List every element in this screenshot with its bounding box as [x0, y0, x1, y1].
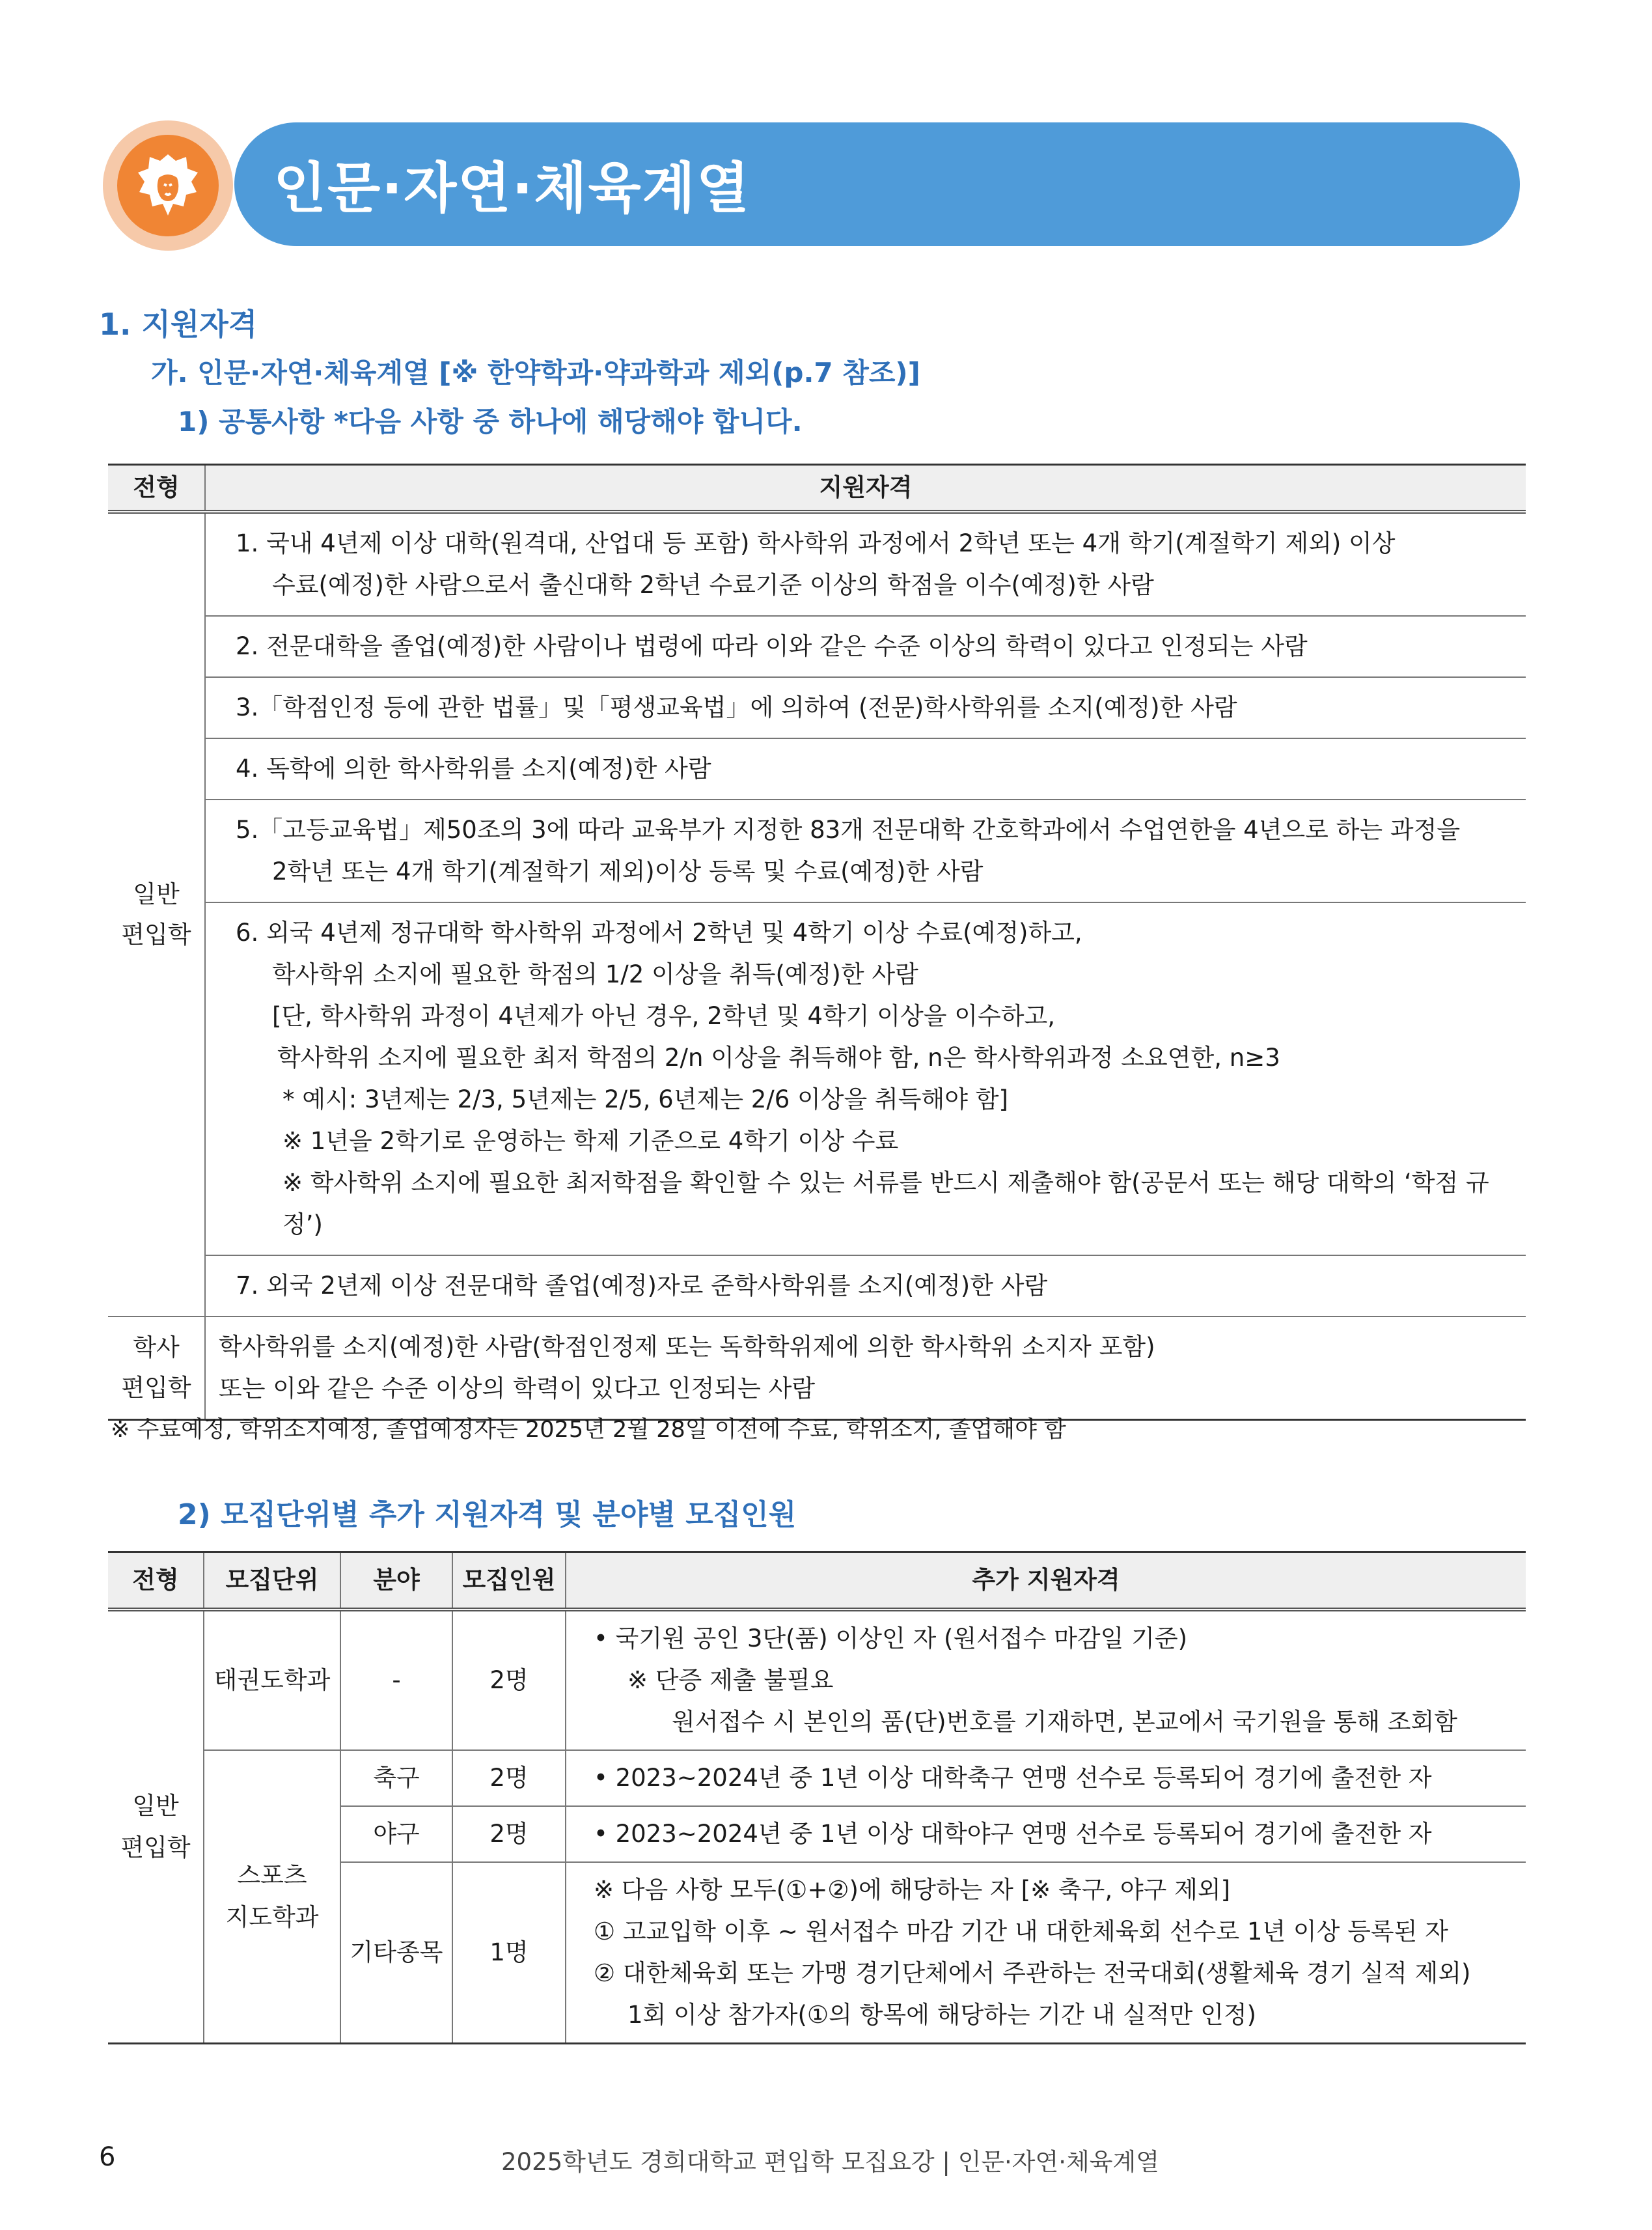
- count-soccer: 2명: [452, 1750, 566, 1806]
- field-other: 기타종목: [340, 1862, 452, 2044]
- page-title: 인문·자연·체육계열: [273, 156, 750, 220]
- table-row: [108, 616, 1526, 677]
- requirement-item-7: 7. 외국 2년제 이상 전문대학 졸업(예정)자로 준학사학위를 소지(예정)한 사람: [205, 1255, 1526, 1317]
- table-row: [108, 902, 1526, 1255]
- header-count: 모집인원: [452, 1552, 566, 1610]
- count-other: 1명: [452, 1862, 566, 2044]
- page-number: 6: [99, 2142, 116, 2172]
- header-eligibility: 지원자격: [205, 465, 1526, 512]
- section-heading-eligibility: 1. 지원자격: [99, 307, 258, 342]
- header-field: 분야: [340, 1552, 452, 1610]
- unit-sports-coaching: 스포츠 지도학과: [204, 1750, 340, 2044]
- requirement-item-5: 5.「고등교육법」제50조의 3에 따라 교육부가 지정한 83개 전문대학 간호학과에서 수업연한을 4년으로 하는 과정을 2학년 또는 4개 학기(계절학기 제외)이상 등록 및 수료(예정)한 사람: [205, 800, 1526, 902]
- count-taekwondo: 2명: [452, 1610, 566, 1750]
- type-general-transfer: 일반 편입학: [108, 1610, 204, 2044]
- req-baseball: • 2023~2024년 중 1년 이상 대학야구 연맹 선수로 등록되어 경기에 출전한 자: [566, 1806, 1526, 1862]
- field-baseball: 야구: [340, 1806, 452, 1862]
- subsection-heading: 가. 인문·자연·체육계열 [※ 한약학과·약과학과 제외(p.7 참조)]: [151, 357, 920, 389]
- req-soccer: • 2023~2024년 중 1년 이상 대학축구 연맹 선수로 등록되어 경기에 출전한 자: [566, 1750, 1526, 1806]
- common-requirements-heading: 1) 공통사항 *다음 사항 중 하나에 해당해야 합니다.: [178, 406, 803, 438]
- type-bachelor-transfer: 학사 편입학: [108, 1317, 205, 1420]
- requirement-item-6: 6. 외국 4년제 정규대학 학사학위 과정에서 2학년 및 4학기 이상 수료(예정)하고, 학사학위 소지에 필요한 학점의 1/2 이상을 취득(예정)한 사람 [단, 학사학위 과정이 4년제가 아닌 경우, 2학년 및 4학기 이상을 이수하고, 학사학위 소지에 필요한 최저 학점의 2/n 이상을 취득해야 함, n은 학사학위과정 소요연한, n≥3 * 예시: 3년제는 2/3, 5년제는 2/5, 6년제는 2/6 이상을 취득해야 함] ※ 1년을 2학기로 운영하는 학제 기준으로 4학기 이상 수료 ※ 학사학위 소지에 필요한 최저학점을 확인할 수 있는 서류를 반드시 제출해야 함(공문서 또는 해당 대학의 ‘학점 규정’): [205, 902, 1526, 1255]
- recruitment-table: [108, 1551, 1526, 2044]
- deadline-note: ※ 수료예정, 학위소지예정, 졸업예정자는 2025년 2월 28일 이전에 수료, 학위소지, 졸업해야 함: [111, 1417, 1066, 1443]
- type-general-transfer: 일반 편입학: [108, 512, 205, 1317]
- requirement-item-4: 4. 독학에 의한 학사학위를 소지(예정)한 사람: [205, 738, 1526, 800]
- additional-requirements-heading: 2) 모집단위별 추가 지원자격 및 분야별 모집인원: [178, 1498, 797, 1531]
- table-row: [108, 1750, 1526, 1806]
- req-other: ※ 다음 사항 모두(①+②)에 해당하는 자 [※ 축구, 야구 제외] ① 고교입학 이후 ~ 원서접수 마감 기간 내 대한체육회 선수로 1년 이상 등록된 자 ② 대한체육회 또는 가맹 경기단체에서 주관하는 전국대회(생활체육 경기 실적 제외) 1회 이상 참가자(①의 항목에 해당하는 기간 내 실적만 인정): [594, 1876, 1471, 2029]
- unit-taekwondo: 태권도학과: [204, 1610, 340, 1750]
- header-additional-req: 추가 지원자격: [566, 1552, 1526, 1610]
- header-type: 전형: [108, 465, 205, 512]
- header-unit: 모집단위: [204, 1552, 340, 1610]
- table-row: [108, 1317, 1526, 1420]
- field-soccer: 축구: [340, 1750, 452, 1806]
- requirement-item-1: 1. 국내 4년제 이상 대학(원격대, 산업대 등 포함) 학사학위 과정에서 2학년 또는 4개 학기(계절학기 제외) 이상 수료(예정)한 사람으로서 출신대학 2학년 수료기준 이상의 학점을 이수(예정)한 사람: [205, 512, 1526, 616]
- header-type: 전형: [108, 1552, 204, 1610]
- table-row: [108, 512, 1526, 616]
- requirement-item-3: 3.「학점인정 등에 관한 법률」및「평생교육법」에 의하여 (전문)학사학위를 소지(예정)한 사람: [205, 677, 1526, 738]
- table-row: [108, 1255, 1526, 1317]
- table-row: [108, 800, 1526, 902]
- table-row: [108, 677, 1526, 738]
- field-taekwondo: -: [340, 1610, 452, 1750]
- footer-text: 2025학년도 경희대학교 편입학 모집요강 | 인문·자연·체육계열: [501, 2148, 1160, 2176]
- table-row: [108, 738, 1526, 800]
- requirement-item-2: 2. 전문대학을 졸업(예정)한 사람이나 법령에 따라 이와 같은 수준 이상의 학력이 있다고 인정되는 사람: [205, 616, 1526, 677]
- lion-logo-icon: [117, 135, 219, 236]
- bachelor-requirement: 학사학위를 소지(예정)한 사람(학점인정제 또는 독학학위제에 의한 학사학위 소지자 포함) 또는 이와 같은 수준 이상의 학력이 있다고 인정되는 사람: [219, 1333, 1155, 1402]
- count-baseball: 2명: [452, 1806, 566, 1862]
- req-taekwondo: • 국기원 공인 3단(품) 이상인 자 (원서접수 마감일 기준) ※ 단증 제출 불필요 원서접수 시 본인의 품(단)번호를 기재하면, 본교에서 국기원을 통해 조회함: [566, 1610, 1526, 1750]
- table-row: [108, 1610, 1526, 1750]
- eligibility-table: [108, 464, 1526, 1421]
